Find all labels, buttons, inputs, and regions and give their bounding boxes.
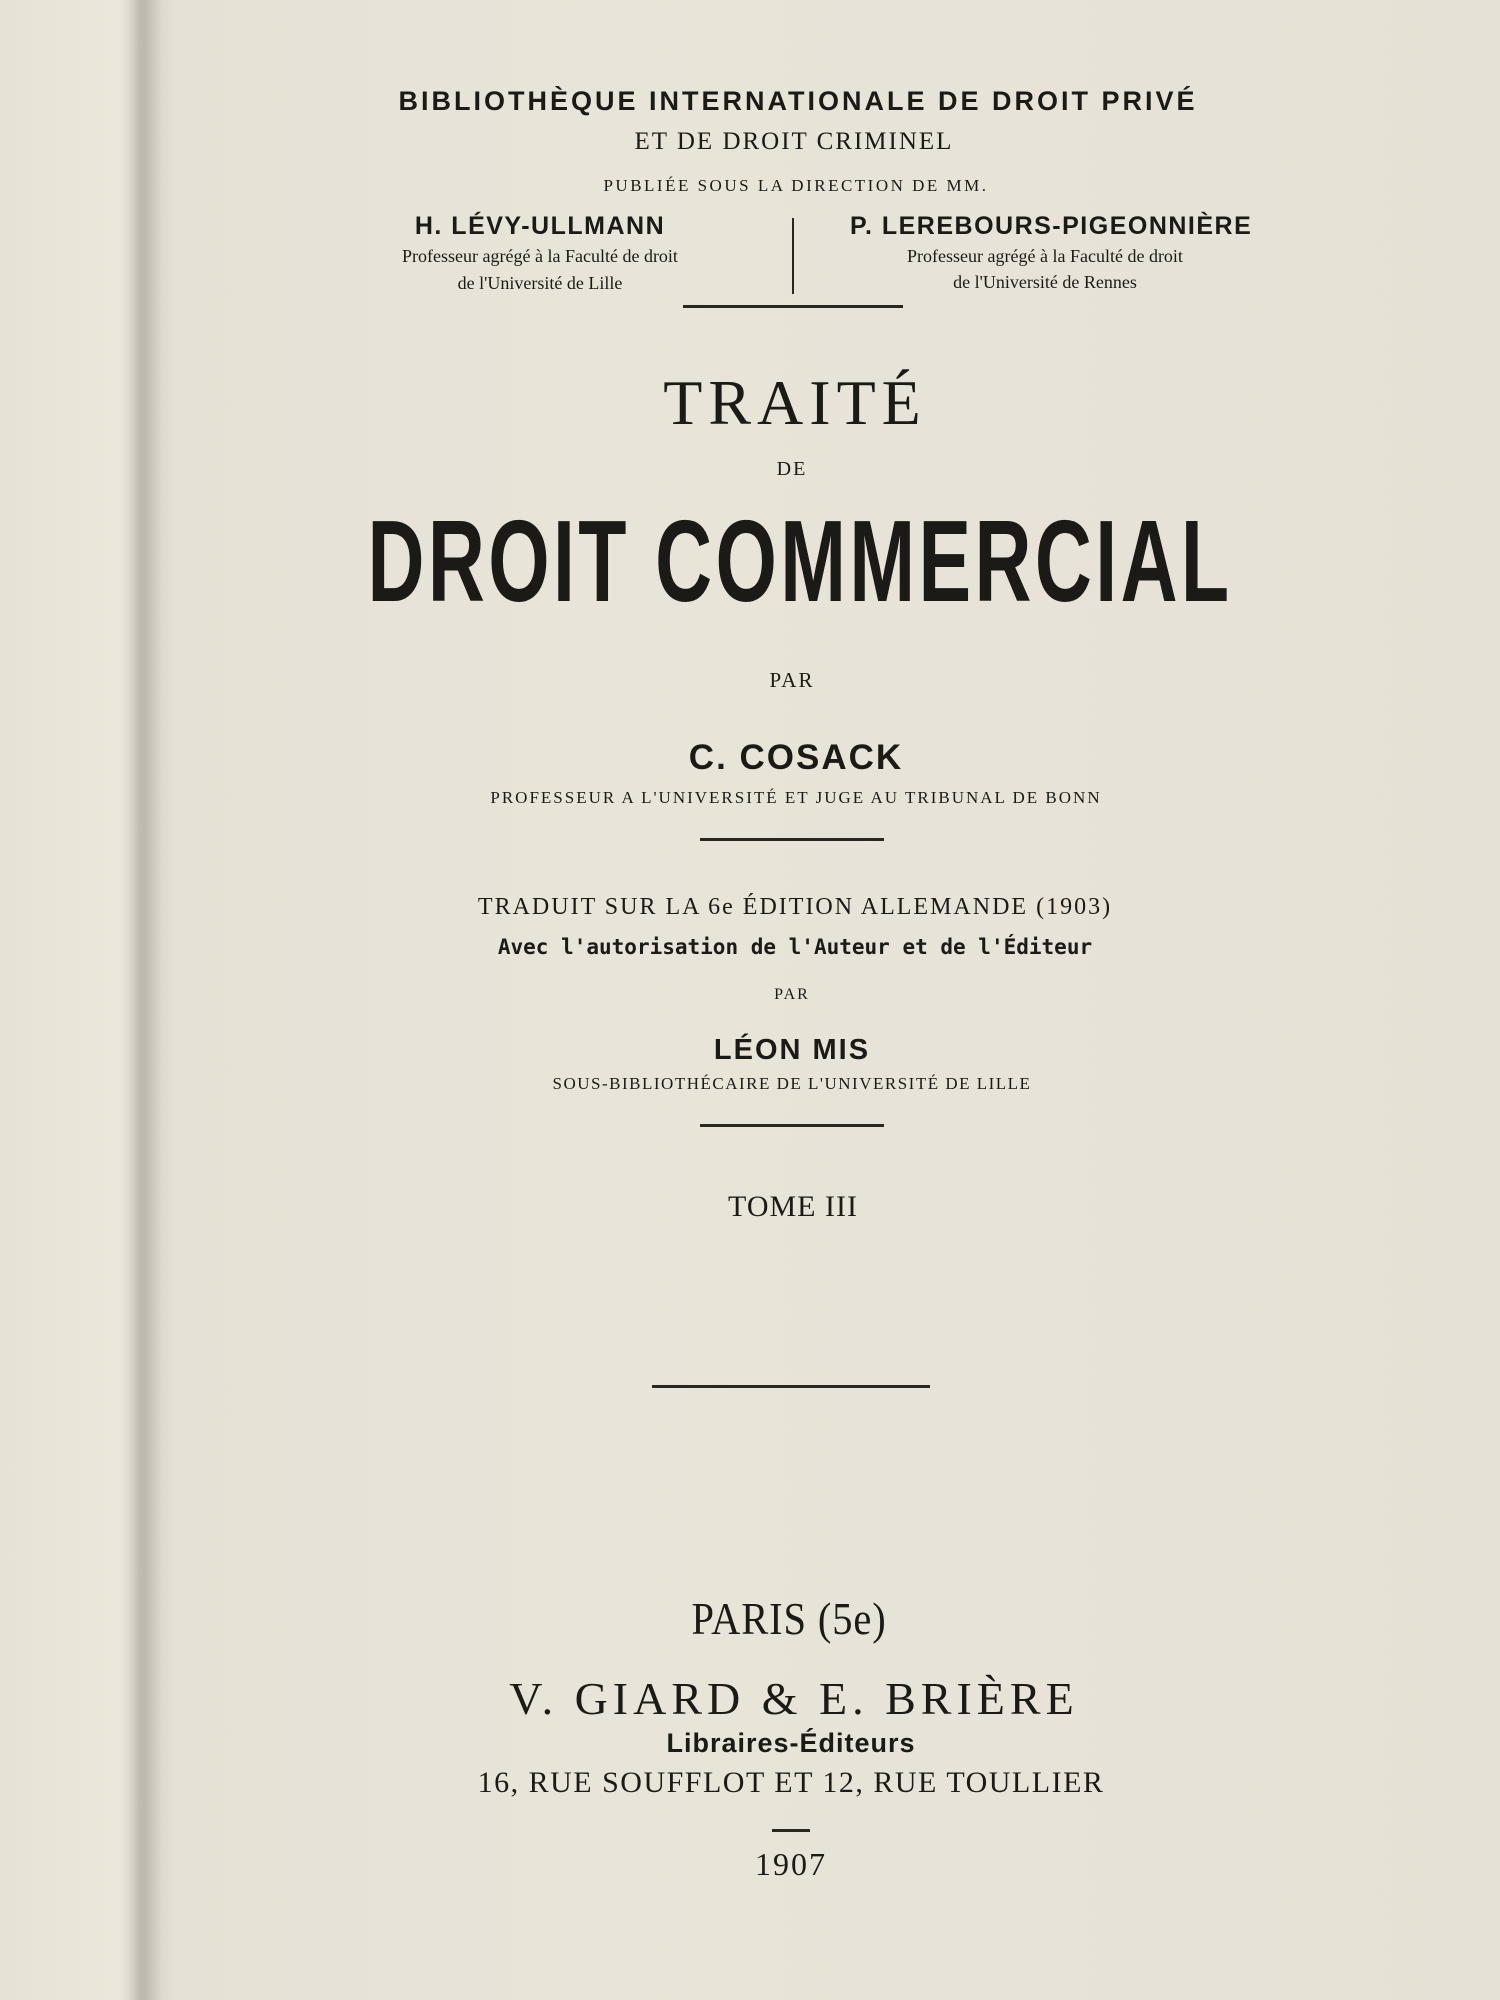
series-subtitle: ET DE DROIT CRIMINEL [634, 128, 954, 155]
rule-before-imprint [652, 1385, 930, 1388]
series-direction: PUBLIÉE SOUS LA DIRECTION DE MM. [603, 176, 989, 195]
editor-left-name: H. LÉVY-ULLMANN [414, 212, 666, 240]
rule-after-editors [683, 305, 903, 308]
editor-right-university: de l'Université de Rennes [953, 272, 1137, 292]
publisher-role: Libraires-Éditeurs [666, 1728, 916, 1758]
authorization-note: Avec l'autorisation de l'Auteur et de l'Éditeur [497, 935, 1093, 959]
translation-note: TRADUIT SUR LA 6e ÉDITION ALLEMANDE (1903) [477, 894, 1113, 920]
translator-role: SOUS-BIBLIOTHÉCAIRE DE L'UNIVERSITÉ DE LILLE [552, 1074, 1032, 1093]
editor-left-title: Professeur agrégé à la Faculté de droit [402, 246, 678, 266]
editors-divider [792, 218, 794, 294]
rule-after-translator [700, 1124, 884, 1127]
translator-name: LÉON MIS [713, 1034, 871, 1066]
rule-after-author [700, 838, 884, 841]
editor-left-university: de l'Université de Lille [457, 273, 623, 293]
author-name: C. COSACK [688, 738, 904, 777]
publication-year: 1907 [755, 1846, 827, 1882]
imprint-city: PARIS (5e) [691, 1593, 887, 1644]
publisher-name: V. GIARD & E. BRIÈRE [509, 1673, 1079, 1724]
translator-by-label: PAR [774, 986, 810, 1003]
volume-number: TOME III [728, 1190, 858, 1223]
rule-before-year [772, 1829, 810, 1832]
series-title: BIBLIOTHÈQUE INTERNATIONALE DE DROIT PRIVÉ [398, 86, 1198, 116]
title-traite: TRAITÉ [663, 367, 927, 438]
editor-right-name: P. LEREBOURS-PIGEONNIÈRE [850, 212, 1253, 240]
editor-right-title: Professeur agrégé à la Faculté de droit [907, 246, 1183, 266]
by-label: PAR [769, 668, 815, 692]
author-role: PROFESSEUR A L'UNIVERSITÉ ET JUGE AU TRIBUNAL DE BONN [490, 788, 1102, 807]
title-de: DE [776, 458, 808, 480]
main-title: DROIT COMMERCIAL [367, 496, 1233, 626]
publisher-address: 16, RUE SOUFFLOT ET 12, RUE TOULLIER [477, 1766, 1105, 1799]
